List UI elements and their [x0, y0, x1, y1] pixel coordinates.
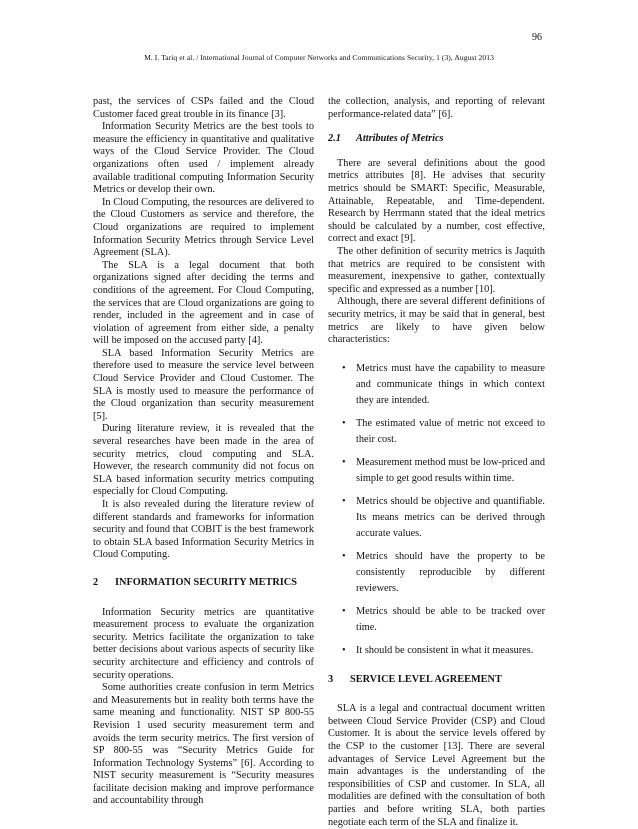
paragraph: The other definition of security metrics is Jaquith that metrics are required to be consistent with measurement, inexpensive to gather, contextually specific and expressed as a number [10]. [328, 245, 545, 295]
section-number: 2 [93, 576, 99, 588]
right-column [328, 96, 545, 829]
paragraph: Some authorities create confusion in term Metrics and Measurements but in reality both terms have the same meaning and functionality. NIST SP 800-55 Revision 1 used security measurement term and avoids the term security metrics. The first version of SP 800-55 was “Security Metrics Guide for Information Technology Systems” [6]. According to NIST security measurement is “Security measures facilitate decision making and improve performance and accountability through [93, 682, 314, 807]
list-item: • Metrics should have the property to be consistently reproducible by different reviewers. [328, 549, 545, 597]
bullet-icon: • [342, 417, 346, 429]
list-item: • Metrics must have the capability to measure and communicate things in which context they are intended. [328, 361, 545, 409]
bullet-icon: • [342, 605, 346, 617]
subsection-title: Attributes of Metrics [356, 133, 444, 145]
left-column [93, 96, 314, 808]
bullet-icon: • [342, 550, 346, 562]
list-item: • It should be consistent in what it measures. [328, 643, 545, 659]
paragraph: the collection, analysis, and reporting of relevant performance-related data” [6]. [328, 96, 545, 120]
list-item: • Metrics should be able to be tracked over time. [328, 604, 545, 636]
paragraph: SLA is a legal and contractual document written between Cloud Service Provider (CSP) and Cloud Customer. It is about the service levels offered by the CSP to the customer [13]. There are several advantages of Service Level Agreement but the main advantages is the understanding of the responsibilities of CSP and customer. In SLA, all modalities are defined with the consultation of both parties and before writing SLA, both parties negotiate each term of the SLA and finalize it. [328, 703, 545, 828]
list-item: • Measurement method must be low-priced and simple to get good results within time. [328, 455, 545, 487]
section-heading-2 [93, 577, 314, 590]
section-heading-3 [328, 674, 545, 687]
bullet-icon: • [342, 644, 346, 656]
section-number: 3 [328, 673, 334, 685]
paragraph: During literature review, it is revealed that the several researches have been made in the area of security metrics, cloud computing and SLA. However, the research community did not focus on SLA based information security metrics computing especially for Cloud Computing. [93, 423, 314, 498]
list-item: • Metrics should be objective and quantifiable. Its means metrics can be derived through accurate values. [328, 494, 545, 542]
paragraph: The SLA is a legal document that both organizations signed after deciding the terms and conditions of the agreement. For Cloud Computing, the services that are Cloud organizations are going to render, included in the agreement and in case of violation of agreement from either side, a penalty will be imposed on the accused party [4]. [93, 259, 314, 347]
paragraph: Information Security Metrics are the best tools to measure the efficiency in quantitative and qualitative ways of the Cloud Service Provider. The Cloud organizations often used / implement already available traditional computing Information Security Metrics or develop their own. [93, 121, 314, 196]
bullet-icon: • [342, 362, 346, 374]
characteristics-list [328, 361, 545, 659]
subsection-heading-2-1 [328, 133, 545, 146]
list-item: • The estimated value of metric not exceed to their cost. [328, 416, 545, 448]
paragraph: It is also revealed during the literature review of different standards and frameworks for information security and found that COBIT is the best framework to obtain SLA based Information Security Metrics in Cloud Computing. [93, 499, 314, 561]
running-header: M. I. Tariq et al. / International Journal of Computer Networks and Communications Security, 1 (3), August 2013 [144, 53, 494, 62]
paragraph: past, the services of CSPs failed and the Cloud Customer faced great trouble in its finance [3]. [93, 96, 314, 120]
paragraph: In Cloud Computing, the resources are delivered to the Cloud Customers as service and therefore, the Cloud organizations are required to implement Information Security Metrics through Service Level Agreement (SLA). [93, 196, 314, 259]
paragraph: Information Security metrics are quantitative measurement process to evaluate the organization security. Metrics facilitate the organization to take better decisions about various aspects of security like security architecture and efficiency and controls of security operations. [93, 606, 314, 681]
section-title: SERVICE LEVEL AGREEMENT [350, 673, 502, 685]
bullet-icon: • [342, 456, 346, 468]
bullet-icon: • [342, 495, 346, 507]
subsection-number: 2.1 [328, 133, 341, 145]
paragraph: SLA based Information Security Metrics are therefore used to measure the service level between Cloud Service Provider and Cloud Customer. The SLA is mostly used to measure the performance of the Cloud organization than security measurement [5]. [93, 347, 314, 422]
paragraph: Although, there are several different definitions of security metrics, it may be said that in general, best metrics are likely to have given below characteristics: [328, 296, 545, 346]
page-number: 96 [532, 32, 542, 43]
section-title: INFORMATION SECURITY METRICS [115, 576, 297, 588]
paragraph: There are several definitions about the good metrics attributes [8]. He advises that security metrics should be SMART: Specific, Measurable, Attainable, Repeatable, and Time-dependent. Research by Herrmann stated that the ideal metrics should be calculated by a number, cost effective, correct and exact [9]. [328, 157, 545, 245]
